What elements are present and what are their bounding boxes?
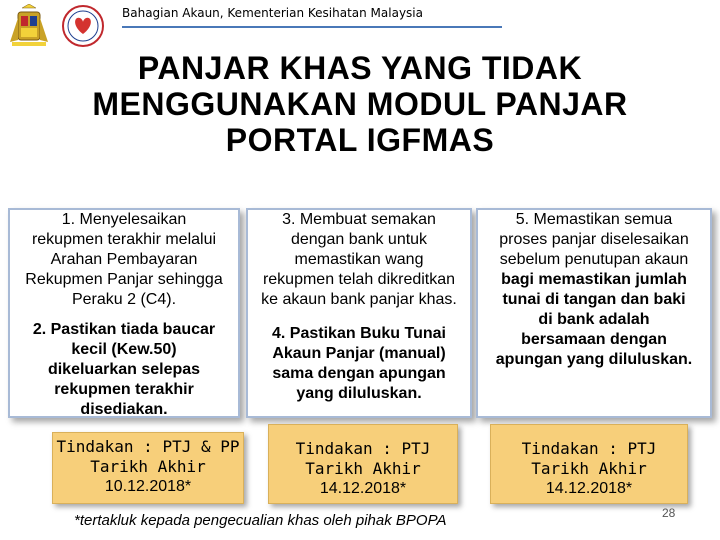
malaysia-coat-of-arms-logo bbox=[4, 4, 54, 48]
step3-line: rekupmen telah dikreditkan bbox=[262, 271, 456, 288]
step5-bold-line: tunai di tangan dan baki bbox=[502, 291, 686, 308]
step3-line: 3. Membuat semakan bbox=[282, 211, 436, 228]
step2-line: 2. Pastikan tiada baucar bbox=[32, 321, 216, 338]
step2-line: kecil (Kew.50) bbox=[71, 341, 177, 358]
action-deadline-label: Tarikh Akhir bbox=[90, 457, 206, 476]
step1-line: Rekupmen Panjar sehingga bbox=[25, 271, 223, 288]
step4-line: sama dengan apungan bbox=[272, 365, 446, 382]
title-line-2: MENGGUNAKAN MODUL PANJAR bbox=[92, 86, 628, 122]
step5-line: proses panjar diselesaikan bbox=[499, 231, 689, 248]
ministry-of-health-logo bbox=[58, 4, 108, 48]
step2-line: disediakan. bbox=[80, 401, 168, 418]
action-box-3 bbox=[490, 424, 688, 504]
step5-line: 5. Memastikan semua bbox=[515, 211, 673, 228]
step5-bold-line: apungan yang diluluskan. bbox=[495, 351, 693, 368]
title-line-3: PORTAL IGFMAS bbox=[225, 122, 495, 158]
title-line-1: PANJAR KHAS YANG TIDAK bbox=[137, 50, 583, 86]
action-deadline-label: Tarikh Akhir bbox=[531, 459, 647, 478]
action-deadline-label: Tarikh Akhir bbox=[305, 459, 421, 478]
action-deadline-date: 14.12.2018* bbox=[319, 480, 407, 497]
step5-line: sebelum penutupan akaun bbox=[499, 251, 689, 268]
step4-line: Akaun Panjar (manual) bbox=[272, 345, 446, 362]
step1-line: Arahan Pembayaran bbox=[50, 251, 198, 268]
action-responsible: Tindakan : PTJ bbox=[521, 439, 657, 458]
action-deadline-date: 10.12.2018* bbox=[104, 478, 192, 495]
action-deadline-date: 14.12.2018* bbox=[545, 480, 633, 497]
spacer bbox=[248, 310, 470, 324]
page-title bbox=[30, 50, 690, 158]
step-box-3 bbox=[476, 208, 712, 418]
step3-line: dengan bank untuk bbox=[290, 231, 428, 248]
step3-line: memastikan wang bbox=[294, 251, 424, 268]
step5-bold-line: di bank adalah bbox=[538, 311, 650, 328]
step-box-2 bbox=[246, 208, 472, 418]
action-box-2 bbox=[268, 424, 458, 504]
step2-line: dikeluarkan selepas bbox=[47, 361, 201, 378]
header-rule bbox=[122, 26, 502, 28]
step4-line: 4. Pastikan Buku Tunai bbox=[272, 325, 446, 342]
footnote: *tertakluk kepada pengecualian khas oleh pihak BPOPA bbox=[74, 512, 447, 529]
spacer bbox=[10, 310, 238, 320]
header-organization-text: Bahagian Akaun, Kementerian Kesihatan Malaysia bbox=[122, 6, 423, 20]
step4-line: yang diluluskan. bbox=[296, 385, 422, 402]
step2-line: rekupmen terakhir bbox=[54, 381, 194, 398]
step-box-1 bbox=[8, 208, 240, 418]
page-number: 28 bbox=[662, 506, 676, 520]
step1-line: Peraku 2 (C4). bbox=[71, 291, 177, 308]
step5-bold-line: bagi memastikan jumlah bbox=[501, 271, 687, 288]
action-box-1 bbox=[52, 432, 244, 504]
action-responsible: Tindakan : PTJ & PP bbox=[56, 437, 240, 456]
step5-bold-line: bersamaan dengan bbox=[521, 331, 667, 348]
step3-line: ke akaun bank panjar khas. bbox=[261, 291, 457, 308]
step1-line: 1. Menyelesaikan bbox=[61, 211, 187, 228]
action-responsible: Tindakan : PTJ bbox=[295, 439, 431, 458]
step1-line: rekupmen terakhir melalui bbox=[31, 231, 217, 248]
